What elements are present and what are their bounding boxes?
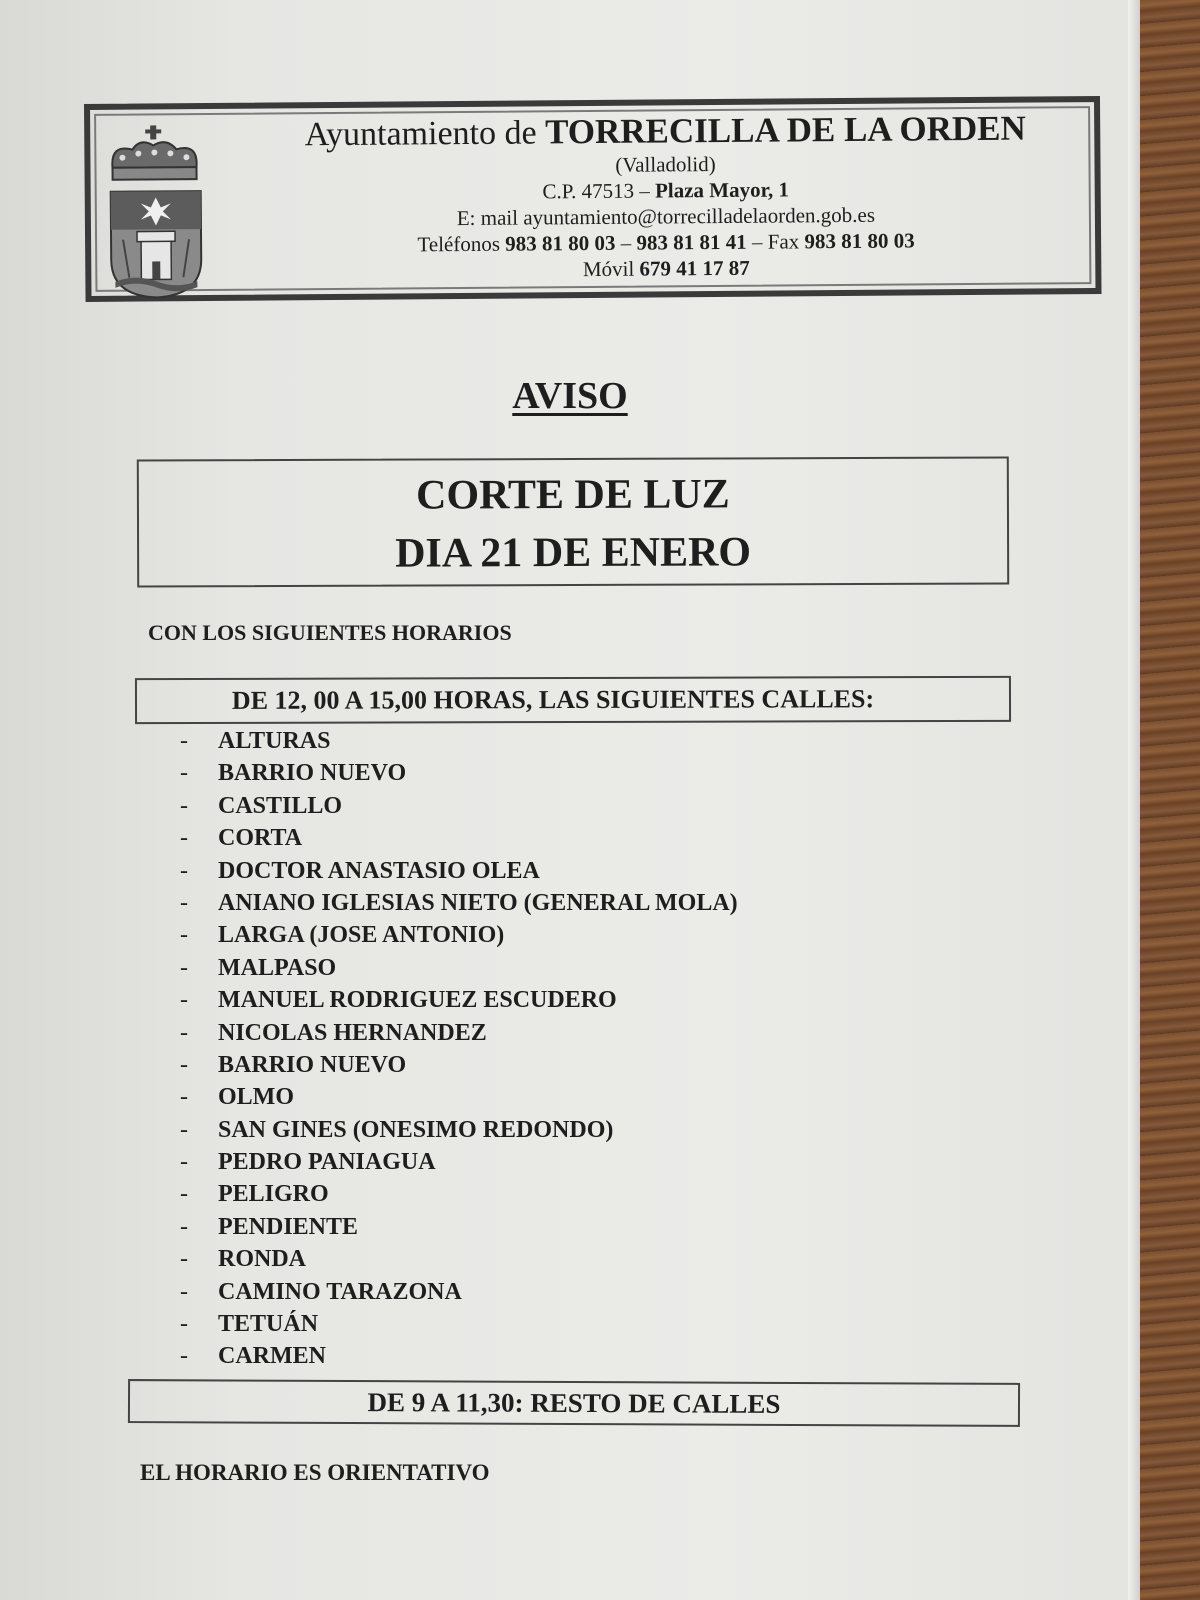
street-name: DOCTOR ANASTASIO OLEA (218, 857, 540, 884)
time-range-1: DE 12, 00 A 15,00 HORAS, LAS SIGUIENTES CALLES: (135, 676, 1011, 724)
coat-of-arms-icon (100, 119, 211, 300)
street-name: NICOLAS HERNANDEZ (218, 1019, 487, 1046)
street-name: CASTILLO (218, 792, 343, 819)
street-item (180, 1308, 738, 1340)
notice-heading: AVISO (512, 375, 628, 417)
street-item (180, 1340, 738, 1372)
list-dash: - (180, 1019, 188, 1046)
street-name: TETUÁN (218, 1311, 319, 1338)
list-dash: - (180, 760, 188, 787)
list-dash: - (180, 1051, 188, 1078)
street-item (180, 984, 738, 1016)
schedule-intro: CON LOS SIGUIENTES HORARIOS (148, 620, 512, 645)
street-name: CAMINO TARAZONA (218, 1278, 462, 1305)
fax-number: 983 81 80 03 (804, 228, 915, 254)
street-name: PENDIENTE (218, 1213, 359, 1240)
street-name: CARMEN (218, 1343, 326, 1370)
mobile-label: Móvil (582, 256, 640, 282)
street-item (180, 1146, 738, 1178)
list-dash: - (180, 825, 188, 852)
list-dash: - (180, 857, 188, 884)
paper-edge (1128, 0, 1140, 1600)
street-name: MANUEL RODRIGUEZ ESCUDERO (218, 987, 617, 1014)
letterhead (84, 96, 1102, 302)
notice-title: CORTE DE LUZ (416, 471, 730, 519)
street-name: RONDA (218, 1246, 306, 1273)
street-item (180, 757, 738, 789)
wooden-table-background (1138, 0, 1200, 1600)
list-dash: - (180, 1181, 188, 1208)
street-name: OLMO (218, 1084, 294, 1111)
street-item (180, 1114, 738, 1146)
street-name: ALTURAS (218, 728, 331, 754)
list-dash: - (180, 922, 188, 949)
street-item (180, 1081, 738, 1113)
street-item (180, 1017, 738, 1049)
street-item (180, 919, 738, 951)
list-dash: - (180, 954, 188, 981)
street-item (180, 1049, 738, 1081)
list-dash: - (180, 1116, 188, 1143)
street-list (180, 725, 738, 1373)
province: (Valladolid) (615, 152, 716, 177)
mobile-number: 679 41 17 87 (639, 255, 750, 281)
street-name: PELIGRO (218, 1181, 329, 1208)
mobile-line (241, 252, 1091, 285)
fax-label: – Fax (746, 229, 805, 254)
street-name: CORTA (218, 825, 303, 852)
list-dash: - (180, 1084, 188, 1111)
street-item (180, 1178, 738, 1210)
list-dash: - (180, 1246, 188, 1273)
list-dash: - (180, 1278, 188, 1305)
street-item (180, 887, 738, 919)
list-dash: - (180, 1343, 188, 1370)
street-item (180, 790, 738, 822)
town-name: TORRECILLA DE LA ORDEN (544, 108, 1026, 152)
phones-label: Teléfonos (417, 231, 506, 257)
list-dash: - (180, 1149, 188, 1176)
postal-code: C.P. 47513 – (542, 178, 656, 204)
phone-1: 983 81 80 03 (505, 230, 616, 256)
footer-note: EL HORARIO ES ORIENTATIVO (140, 1460, 490, 1485)
street-name: LARGA (JOSE ANTONIO) (218, 922, 505, 949)
street-name: SAN GINES (ONESIMO REDONDO) (218, 1116, 614, 1143)
list-dash: - (180, 1213, 188, 1240)
phone-separator: – (615, 230, 637, 255)
street-item (180, 952, 738, 984)
street-address: Plaza Mayor, 1 (654, 177, 790, 203)
street-name: PEDRO PANIAGUA (218, 1149, 436, 1176)
email-label: E: mail (456, 205, 524, 231)
street-name: BARRIO NUEVO (218, 760, 407, 787)
list-dash: - (180, 1311, 188, 1338)
notice-title-box (137, 456, 1009, 587)
street-item (180, 725, 738, 757)
street-name: BARRIO NUEVO (218, 1051, 407, 1078)
street-item (180, 822, 738, 854)
street-name: ANIANO IGLESIAS NIETO (GENERAL MOLA) (218, 889, 738, 916)
street-item (180, 1243, 738, 1275)
time-range-2: DE 9 A 11,30: RESTO DE CALLES (128, 1379, 1020, 1427)
letterhead-text (240, 108, 1091, 285)
street-item (180, 1211, 738, 1243)
phone-2: 983 81 81 41 (636, 229, 747, 255)
street-item (180, 1276, 738, 1308)
street-item (180, 855, 738, 887)
town-hall-title (240, 108, 1090, 155)
street-name: MALPASO (218, 954, 337, 981)
list-dash: - (180, 792, 188, 819)
list-dash: - (180, 889, 188, 916)
list-dash: - (180, 987, 188, 1014)
title-prefix: Ayuntamiento de (304, 114, 546, 154)
list-dash: - (180, 728, 188, 754)
notice-date: DIA 21 DE ENERO (395, 529, 752, 577)
email-address: ayuntamiento@torrecilladelaorden.gob.es (523, 202, 876, 230)
